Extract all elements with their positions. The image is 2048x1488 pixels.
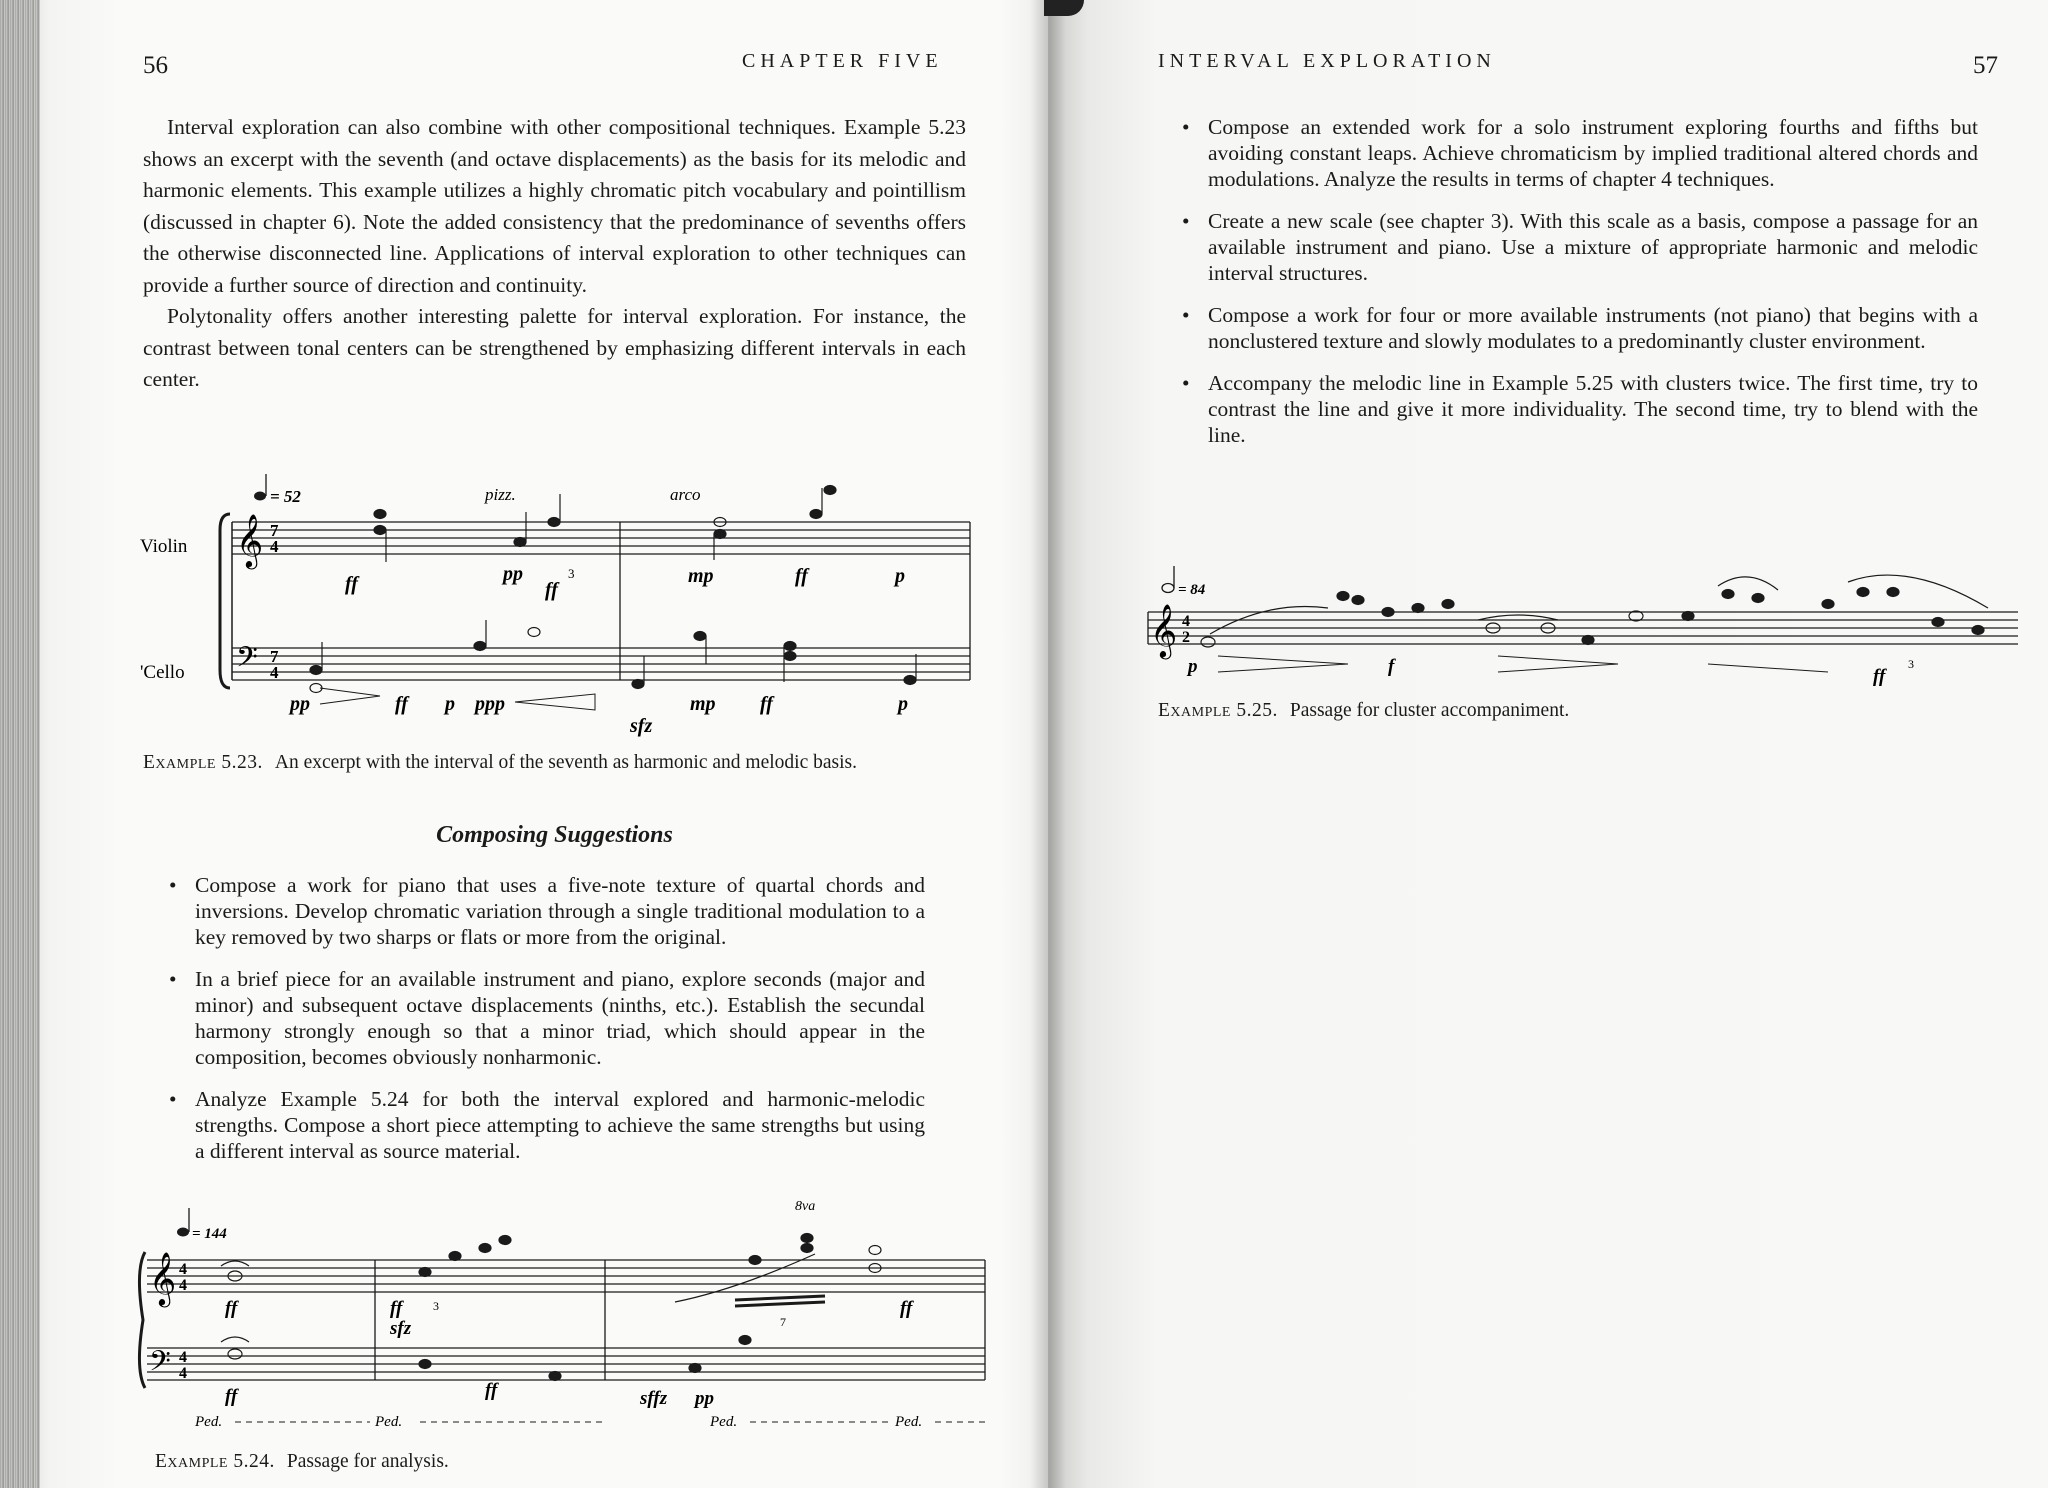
caption-text: Passage for analysis. [286,1451,449,1472]
pedal-mark: Ped. [895,1414,923,1430]
time-signature: 4 [1182,613,1190,630]
violin-notes [374,486,836,563]
book-gutter-shadow [1030,0,1066,1488]
svg-text:2: 2 [1182,629,1190,646]
suggestions-list-right [1178,114,1978,464]
tuplet-mark: 7 [780,1315,786,1329]
piano-bass-staff [147,1348,985,1380]
tempo-note-icon [177,1228,189,1237]
dynamic-mark: p [445,693,455,715]
treble-clef-icon: 𝄞 [1150,605,1178,656]
caption-text: Passage for cluster accompaniment. [1289,700,1570,721]
caption-label: Example 5.23. [143,752,263,773]
caption-text: An excerpt with the interval of the seventh as harmonic and melodic basis. [274,752,857,773]
body-text-left [143,112,966,396]
dynamic-mark: p [895,565,905,587]
dynamic-mark: ff [395,693,408,715]
violin-staff [232,522,970,554]
dynamic-mark: pp [503,563,523,585]
svg-text:4: 4 [270,663,279,682]
section-heading: Composing Suggestions [436,822,673,848]
list-item: • Compose an extended work for a solo instrument exploring fourths and fifths but avoiding constant leaps. Achieve chromaticism by implied traditional altered chords and modulations. Analyze the results in terms of chapter 4 techniques. [1182,115,1978,191]
pedal-mark: Ped. [375,1414,403,1430]
dynamic-mark: ff [485,1380,498,1401]
hairpins [1218,656,1828,672]
tuplet-mark: 3 [1908,657,1914,671]
example-5-23-score [140,470,980,760]
page-number-left: 56 [143,52,168,79]
pedal-mark: Ped. [710,1414,738,1430]
pizz-marking: pizz. [485,485,516,504]
dynamic-mark: ff [225,1386,238,1407]
treble-clef-icon: 𝄞 [149,1253,177,1304]
caption-label: Example 5.25. [1158,700,1278,721]
tempo-marking: = 144 [192,1226,227,1242]
tempo-note-icon [254,492,266,501]
list-item: • Compose a work for four or more available instruments (not piano) that begins with a nonclustered texture and slowly modulates to a predominantly cluster environment. [1182,303,1978,353]
bullet-icon: • [169,967,177,991]
dynamic-mark: ff [225,1298,238,1319]
example-5-25-caption [1158,700,1569,722]
arco-marking: arco [670,485,701,504]
crescendo-hairpin [320,688,380,704]
dynamic-mark: ff [1873,666,1886,687]
svg-text:4: 4 [270,537,279,556]
svg-text:4: 4 [179,1277,187,1294]
dynamic-mark: mp [688,565,714,587]
bullet-icon: • [1182,371,1190,395]
pedal-mark: Ped. [195,1414,223,1430]
svg-text:7: 7 [270,647,279,666]
dynamic-mark: f [1388,656,1395,677]
dynamic-mark: p [898,693,908,715]
suggestions-list-left [165,872,925,1180]
dynamic-mark: ff [900,1298,913,1319]
svg-text:4: 4 [179,1365,187,1382]
bass-clef-icon: 𝄢 [236,643,258,680]
example-5-24-score [135,1190,995,1440]
caption-label: Example 5.24. [155,1451,275,1472]
ottava-marking: 8va [795,1199,816,1214]
treble-clef-icon: 𝄞 [236,515,264,566]
cello-staff [232,648,970,680]
running-head-right: INTERVAL EXPLORATION [1158,50,1496,72]
bullet-icon: • [169,1087,177,1111]
example-5-25-score [1148,560,2028,690]
running-head-left: CHAPTER FIVE [742,50,943,72]
tempo-marking: = 84 [1178,582,1206,598]
example-5-24-caption [155,1451,449,1473]
list-item: • Analyze Example 5.24 for both the interval explored and harmonic-melodic strengths. Compose a short piece attempting to achieve the same strengths but using a different interval as source material. [169,1087,925,1163]
dynamic-mark: ff [760,693,773,715]
tempo-marking: = 52 [270,487,301,506]
piano-treble-staff [147,1260,985,1292]
dynamic-mark: ff [795,565,808,587]
dynamic-mark: pp [290,693,310,715]
time-signature: 7 [270,521,279,540]
bullet-icon: • [1182,303,1190,327]
example-5-23-dynamics [288,563,908,737]
solo-notes [1201,588,1984,648]
list-item: • Accompany the melodic line in Example 5.25 with clusters twice. The first time, try to contrast the line and give it more individuality. The second time, try to blend with the line. [1182,371,1978,447]
tuplet-mark: 3 [433,1299,439,1313]
dynamic-mark: ppp [475,693,505,715]
right-page [1048,0,2048,1488]
dynamic-mark: mp [690,693,716,715]
dynamic-mark: sfz [630,715,653,737]
dynamic-mark: ff [390,1298,403,1319]
triplet-mark: 3 [568,566,575,581]
instrument-label-cello: 'Cello [140,662,185,683]
piano-brace [139,1252,145,1388]
page-number-right: 57 [1973,52,1998,79]
list-item: • Compose a work for piano that uses a five-note texture of quartal chords and inversions. Develop chromatic variation through a single traditional modulation to a key removed by two sharps or flats or more from the original. [169,873,925,949]
tempo-note-icon [1162,584,1174,593]
book-page-edges [0,0,40,1488]
dynamic-mark: sffz [640,1388,668,1409]
dynamic-mark: p [1188,656,1198,677]
dynamic-mark: sfz [390,1318,412,1339]
system-bracket [220,514,230,688]
bullet-icon: • [1182,115,1190,139]
list-item: • Create a new scale (see chapter 3). With this scale as a basis, compose a passage for an available instrument and piano. Use a mixture of appropriate harmonic and melodic interval structures. [1182,209,1978,285]
dynamic-mark: ff [545,579,558,601]
bass-clef-icon: 𝄢 [149,1347,171,1384]
example-5-24-dynamics [225,1298,914,1409]
paragraph-1: Interval exploration can also combine with other compositional techniques. Example 5.23 shows an excerpt with the seventh (and octave displacements) as the basis for its melodic and harmonic elements. This example utilizes a highly chromatic pitch vocabulary and pointillism (discussed in chapter 6). Note the added consistency that the predominance of sevenths offers the otherwise disconnected line. Applications of interval exploration to other techniques can provide a further source of direction and continuity. [143,115,966,297]
list-item: • In a brief piece for an available instrument and piano, explore seconds (major and minor) and subsequent octave displacements (ninths, etc.). Establish the secundal harmony strongly enough so that a minor triad, which should appear in the composition, becomes obviously nonharmonic. [169,967,925,1069]
bullet-icon: • [1182,209,1190,233]
example-5-23-caption [143,752,857,774]
instrument-label-violin: Violin [140,536,188,557]
paragraph-2: Polytonality offers another interesting palette for interval exploration. For instance, the contrast between tonal centers can be strengthened by emphasizing different intervals in each center. [143,304,966,391]
time-signature: 4 [179,1261,187,1278]
piano-notes [228,1234,881,1381]
dynamic-mark: pp [695,1388,714,1409]
svg-text:4: 4 [179,1349,187,1366]
bullet-icon: • [169,873,177,897]
dynamic-mark: ff [345,573,358,595]
slurs [1210,575,1988,634]
